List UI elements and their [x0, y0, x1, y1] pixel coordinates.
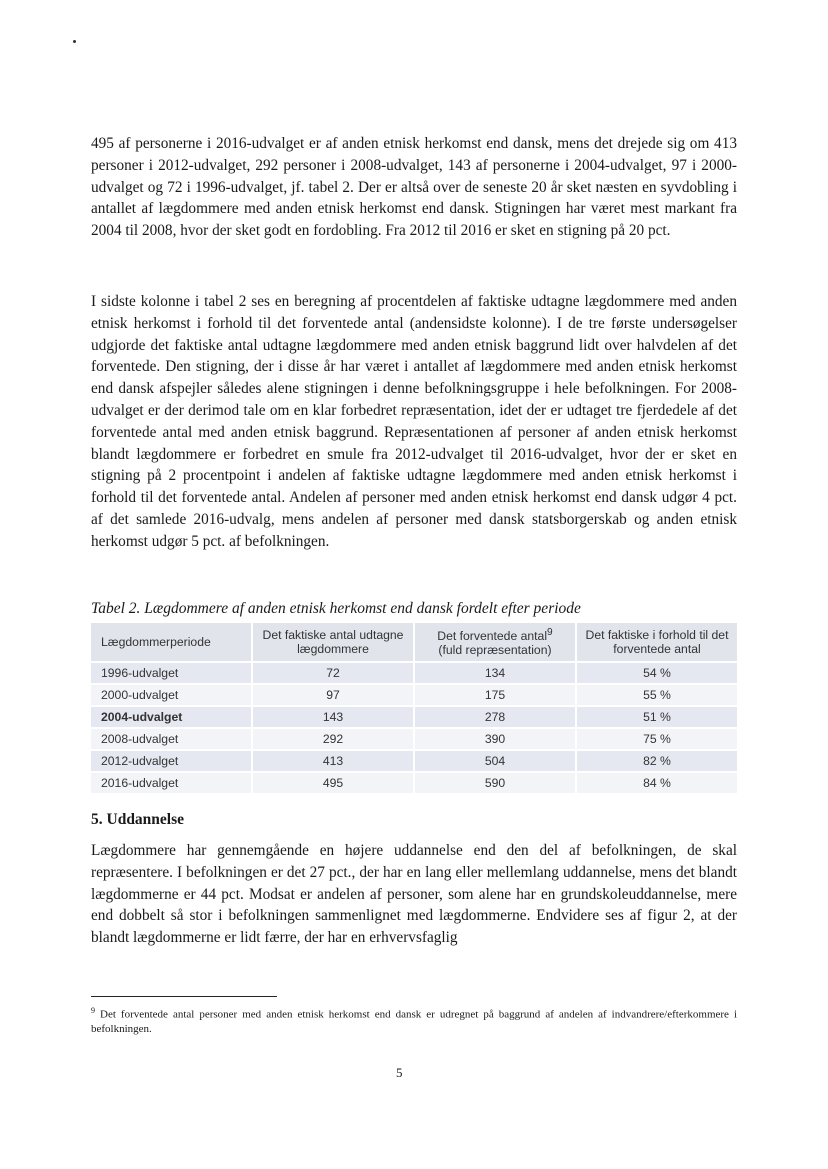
cell-ratio: 55 % — [577, 685, 737, 705]
cell-expected: 504 — [415, 751, 577, 771]
cell-actual: 97 — [253, 685, 415, 705]
representation-table — [91, 621, 737, 795]
table-row — [91, 707, 737, 727]
header-expected-label: Det forventede antal — [437, 629, 548, 644]
section-heading: 5. Uddannelse — [91, 811, 185, 828]
header-expected — [415, 623, 577, 661]
cell-period: 2000-udvalget — [91, 685, 253, 705]
paragraph-representation: I sidste kolonne i tabel 2 ses en beregning af procentdelen af faktiske udtagne lægdommere med anden etnisk herkomst i forhold til det forventede antal (andensidste kolonne). I de tre første undersøgelser udgjorde det faktiske antal udtagne lægdommere med anden etnisk baggrund lidt over halvdelen af det forventede. Den stigning, der i disse år har været i antallet af lægdommere med anden etnisk herkomst end dansk afspejler således alene stigningen i denne befolkningsgruppe i hele befolkningen. For 2008-udvalget er der derimod tale om en klar forbedret repræsentation, idet der er udtaget tre fjerdedele af det forventede antal med anden etnisk baggrund. Repræsentationen af personer af anden etnisk herkomst blandt lægdommere er forbedret en smule fra 2012-udvalget til 2016-udvalget, hvor der er sket en stigning på 2 procentpoint i andelen af faktiske udtagne lægdommere med anden etnisk herkomst i forhold til det forventede antal. Andelen af personer med anden etnisk herkomst end dansk udgør 4 pct. af det samlede 2016-udvalg, mens andelen af personer med dansk statsborgerskab og anden etnisk herkomst udgør 5 pct. af befolkningen. — [91, 293, 737, 550]
table-header-row — [91, 623, 737, 661]
footnote-marker: 9 — [91, 1006, 95, 1015]
cell-period: 2016-udvalget — [91, 773, 253, 793]
cell-ratio: 51 % — [577, 707, 737, 727]
footnote — [91, 1004, 737, 1036]
header-ratio: Det faktiske i forhold til det forventede antal — [577, 623, 737, 661]
table-caption: Tabel 2. Lægdommere af anden etnisk herkomst end dansk fordelt efter periode — [91, 600, 581, 617]
footnote-text: Det forventede antal personer med anden etnisk herkomst end dansk er udregnet på baggrund af andelen af indvandrere/efterkommere i befolkningen. — [91, 1008, 737, 1035]
table-row — [91, 729, 737, 749]
cell-expected: 134 — [415, 663, 577, 683]
cell-period: 2012-udvalget — [91, 751, 253, 771]
footnote-divider — [91, 996, 277, 997]
stray-mark — [73, 40, 76, 43]
cell-actual: 292 — [253, 729, 415, 749]
table-row — [91, 663, 737, 683]
cell-ratio: 82 % — [577, 751, 737, 771]
table-row — [91, 751, 737, 771]
cell-period: 1996-udvalget — [91, 663, 253, 683]
cell-ratio: 75 % — [577, 729, 737, 749]
cell-ratio: 84 % — [577, 773, 737, 793]
cell-actual: 495 — [253, 773, 415, 793]
header-actual: Det faktiske antal udtagne lægdommere — [253, 623, 415, 661]
cell-expected: 590 — [415, 773, 577, 793]
table-row — [91, 685, 737, 705]
header-expected-note: (fuld repræsentation) — [438, 643, 552, 658]
page-number: 5 — [396, 1065, 403, 1080]
cell-expected: 390 — [415, 729, 577, 749]
cell-actual: 72 — [253, 663, 415, 683]
cell-actual: 143 — [253, 707, 415, 727]
cell-actual: 413 — [253, 751, 415, 771]
header-period: Lægdommerperiode — [91, 623, 253, 661]
cell-period: 2008-udvalget — [91, 729, 253, 749]
cell-expected: 175 — [415, 685, 577, 705]
cell-period: 2004-udvalget — [91, 707, 253, 727]
cell-expected: 278 — [415, 707, 577, 727]
footnote-ref: 9 — [547, 627, 553, 638]
table-row — [91, 773, 737, 793]
paragraph-education: Lægdommere har gennemgående en højere uddannelse end den del af befolkningen, de skal repræsentere. I befolkningen er det 27 pct., der har en lang eller mellemlang uddannelse, mens det blandt lægdommerne er 44 pct. Modsat er andelen af personer, som alene har en grundskoleuddannelse, mere end dobbelt så stor i befolkningen sammenlignet med lægdommerne. Endvidere ses af figur 2, at der blandt lægdommerne er lidt færre, der har en erhvervsfaglig — [91, 842, 737, 947]
cell-ratio: 54 % — [577, 663, 737, 683]
paragraph-intro: 495 af personerne i 2016-udvalget er af anden etnisk herkomst end dansk, mens det drejede sig om 413 personer i 2012-udvalget, 292 personer i 2008-udvalget, 143 af personerne i 2004-udvalget, 97 i 2000-udvalget og 72 i 1996-udvalget, jf. tabel 2. Der er altså over de seneste 20 år sket næsten en syvdobling i antallet af lægdommere med anden etnisk herkomst end dansk. Stigningen har været mest markant fra 2004 til 2008, hvor der sket godt en fordobling. Fra 2012 til 2016 er sket en stigning på 20 pct. — [91, 135, 737, 240]
